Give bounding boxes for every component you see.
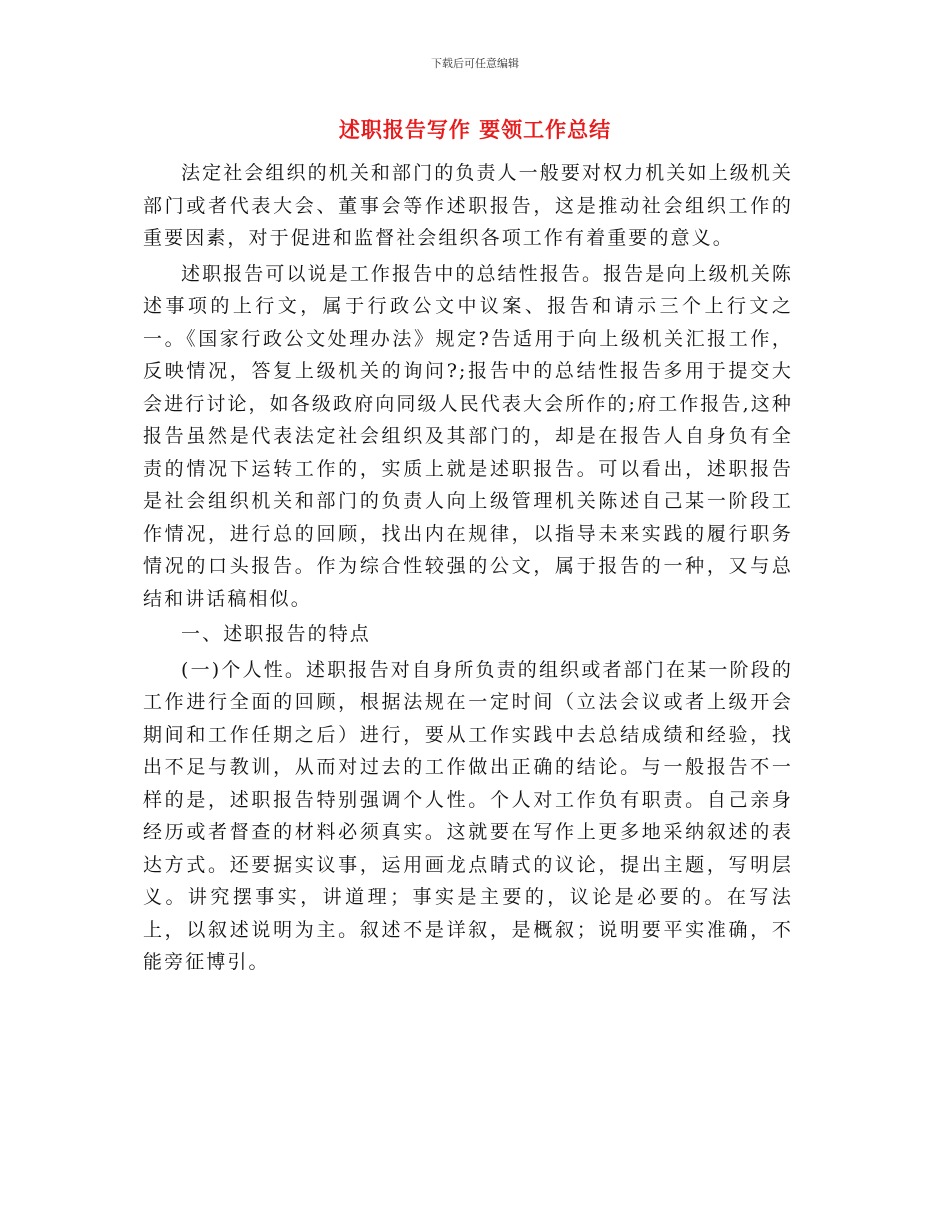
paragraph-personal-nature: (一)个人性。述职报告对自身所负责的组织或者部门在某一阶段的工作进行全面的回顾，根据法规在一定时间（立法会议或者上级开会期间和工作任期之后）进行，要从工作实践中去总结成绩和经验，找出不足与教训，从而对过去的工作做出正确的结论。与一般报告不一样的是，述职报告特别强调个人性。个人对工作负有职责。自己亲身经历或者督查的材料必须真实。这就要在写作上更多地采纳叙述的表达方式。还要据实议事，运用画龙点睛式的议论，提出主题，写明层义。讲究摆事实，讲道理；事实是主要的，议论是必要的。在写法上，以叙述说明为主。叙述不是详叙，是概叙；说明要平实准确，不能旁征博引。 <box>143 658 793 973</box>
document-title: 述职报告写作 要领工作总结 <box>338 118 612 142</box>
document-body <box>143 157 793 979</box>
header-note: 下载后可任意编辑 <box>431 57 519 70</box>
section-heading-features: 一、述职报告的特点 <box>181 623 371 645</box>
paragraph-definition: 述职报告可以说是工作报告中的总结性报告。报告是向上级机关陈述事项的上行文，属于行政公文中议案、报告和请示三个上行文之一。《国家行政公文处理办法》规定?告适用于向上级机关汇报工作，反映情况，答复上级机关的询问?;报告中的总结性报告多用于提交大会进行讨论，如各级政府向同级人民代表大会所作的;府工作报告,这种报告虽然是代表法定社会组织及其部门的，却是在报告人自身负有全责的情况下运转工作的，实质上就是述职报告。可以看出，述职报告是社会组织机关和部门的负责人向上级管理机关陈述自己某一阶段工作情况，进行总的回顾，找出内在规律，以指导未来实践的履行职务情况的口头报告。作为综合性较强的公文，属于报告的一种，又与总结和讲话稿相似。 <box>143 262 793 610</box>
paragraph-intro: 法定社会组织的机关和部门的负责人一般要对权力机关如上级机关部门或者代表大会、董事会等作述职报告，这是推动社会组织工作的重要因素，对于促进和监督社会组织各项工作有着重要的意义。 <box>143 162 793 249</box>
